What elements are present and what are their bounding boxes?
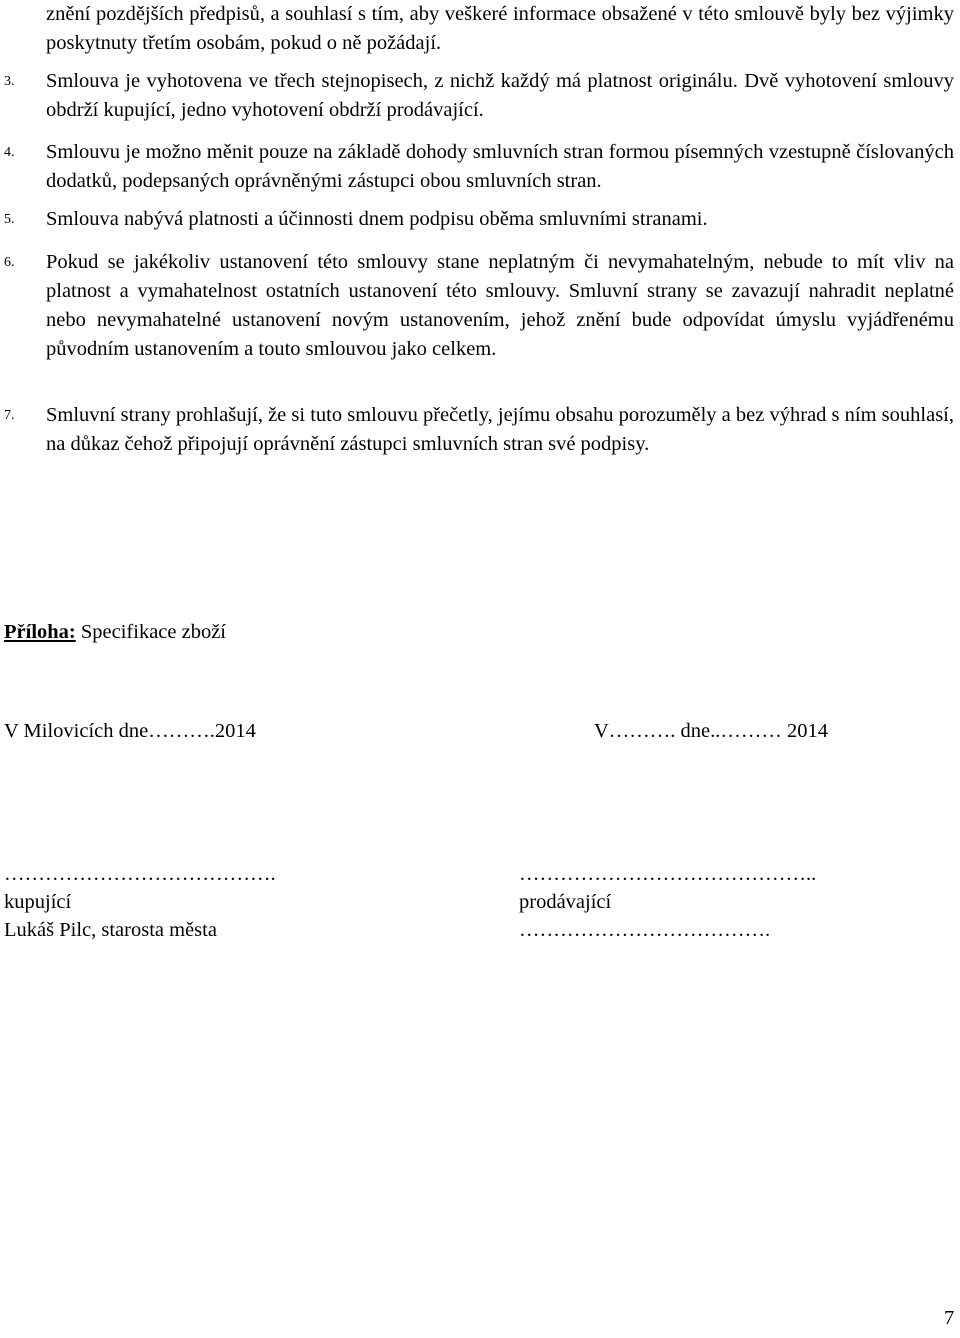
place-date-seller: V………. dne..……… 2014 [594, 720, 829, 742]
clause-number: 7. [4, 408, 15, 423]
clause-number: 6. [4, 255, 15, 270]
annex-line [4, 616, 226, 648]
buyer-name: Lukáš Pilc, starosta města [4, 919, 217, 941]
continuation-paragraph: znění pozdějších předpisů, a souhlasí s tím, aby veškeré informace obsažené v této smlouvě byly bez výjimky poskytnuty třetím osobám, pokud o ně požádají. [46, 3, 954, 54]
seller-signature-line: …………………………………….. [519, 863, 817, 885]
buyer-signature-line: …………………………………. [4, 863, 276, 885]
clause-text: Smlouva je vyhotovena ve třech stejnopisech, z nichž každý má platnost originálu. Dvě vyhotovení smlouvy obdrží kupující, jedno vyhotovení obdrží prodávající. [46, 70, 954, 121]
annex-label: Příloha: [4, 621, 76, 643]
place-date-buyer: V Milovicích dne……….2014 [4, 720, 256, 742]
seller-role: prodávající [519, 891, 612, 913]
annex-text: Specifikace zboží [75, 621, 227, 643]
clause-text: Smlouvu je možno měnit pouze na základě dohody smluvních stran formou písemných vzestupně číslovaných dodatků, podepsaných oprávněnými zástupci obou smluvních stran. [46, 141, 954, 192]
buyer-role: kupující [4, 891, 72, 913]
clause-text: Pokud se jakékoliv ustanovení této smlouvy stane neplatným či nevymahatelným, nebude to mít vliv na platnost a vymahatelnost ostatních ustanovení této smlouvy. Smluvní strany se zavazují nahradit neplatné nebo nevymahatelné ustanovení novým ustanovením, jehož znění bude odpovídat úmyslu vyjádřenému původním ustanovením a touto smlouvou jako celkem. [46, 251, 954, 360]
clause-text: Smluvní strany prohlašují, že si tuto smlouvu přečetly, jejímu obsahu porozuměly a bez výhrad s ním souhlasí, na důkaz čehož připojují oprávnění zástupci smluvních stran své podpisy. [46, 404, 954, 455]
clause-number: 5. [4, 212, 15, 227]
clause-number: 4. [4, 145, 15, 160]
clause-text: Smlouva nabývá platnosti a účinnosti dnem podpisu oběma smluvními stranami. [46, 208, 708, 230]
seller-name-line: ………………………………. [519, 919, 771, 941]
clause-number: 3. [4, 74, 15, 89]
page-number: 7 [944, 1307, 955, 1329]
